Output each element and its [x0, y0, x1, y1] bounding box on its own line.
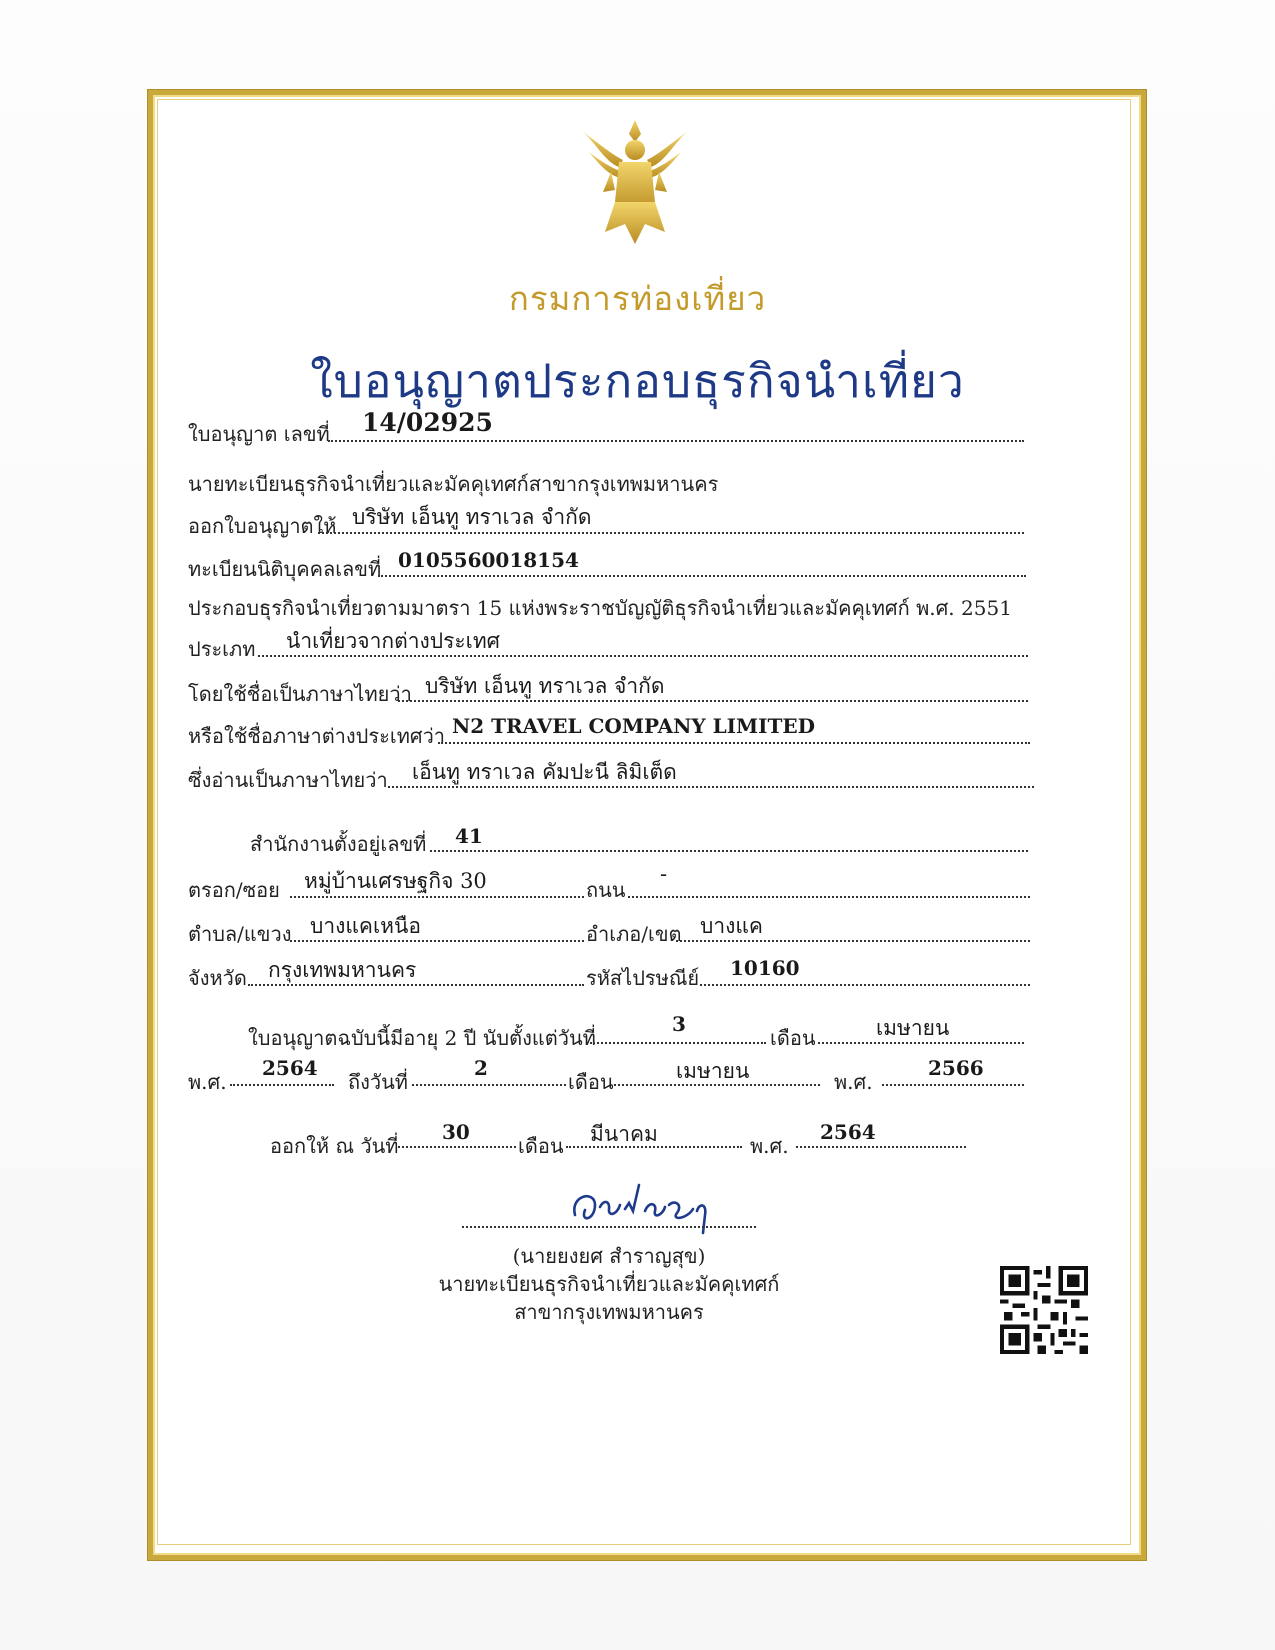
end-year-label: พ.ศ. — [834, 1070, 873, 1094]
subdistrict-label: ตำบล/แขวง — [188, 922, 292, 946]
to-label: ถึงวันที่ — [348, 1070, 408, 1094]
end-day: 2 — [474, 1056, 488, 1080]
dotted-line — [796, 1146, 966, 1148]
signatory-position: นายทะเบียนธุรกิจนำเที่ยวและมัคคุเทศก์ — [438, 1272, 780, 1296]
start-day: 3 — [672, 1012, 686, 1036]
document-title: ใบอนุญาตประกอบธุรกิจนำเที่ยว — [310, 354, 965, 408]
dotted-line — [412, 1084, 566, 1086]
issued-to-value: บริษัท เอ็นทู ทราเวล จำกัด — [352, 505, 592, 529]
province-label: จังหวัด — [188, 966, 247, 990]
start-month-label: เดือน — [770, 1026, 816, 1050]
dotted-line — [378, 575, 1026, 577]
alley-label: ตรอก/ซอย — [188, 878, 280, 902]
subdistrict-value: บางแคเหนือ — [310, 914, 421, 938]
road-value: - — [660, 862, 668, 886]
registrar-line: นายทะเบียนธุรกิจนำเที่ยวและมัคคุเทศก์สาขากรุงเทพมหานคร — [188, 472, 719, 496]
juristic-number: 0105560018154 — [398, 548, 579, 572]
end-month: เมษายน — [676, 1059, 750, 1083]
type-value: นำเที่ยวจากต่างประเทศ — [286, 629, 500, 653]
foreign-name-label: หรือใช้ชื่อภาษาต่างประเทศว่า — [188, 724, 446, 748]
province-value: กรุงเทพมหานคร — [268, 958, 417, 982]
dotted-line — [398, 1146, 516, 1148]
dotted-line — [438, 742, 1030, 744]
road-label: ถนน — [586, 878, 626, 902]
issued-to-label: ออกใบอนุญาตให้ — [188, 514, 337, 538]
validity-intro: ใบอนุญาตฉบับนี้มีอายุ 2 ปี นับตั้งแต่วันที่ — [248, 1026, 596, 1050]
start-year: 2564 — [262, 1056, 318, 1080]
issue-month: มีนาคม — [590, 1122, 658, 1146]
garuda-emblem-icon — [575, 112, 695, 252]
dotted-line — [882, 1084, 1024, 1086]
district-value: บางแค — [700, 914, 763, 938]
signature-line — [462, 1226, 756, 1228]
juristic-number-label: ทะเบียนนิติบุคคลเลขที่ — [188, 557, 382, 581]
signatory-name: (นายยงยศ สำราญสุข) — [512, 1244, 706, 1268]
issue-year: 2564 — [820, 1120, 876, 1144]
issue-day: 30 — [442, 1120, 470, 1144]
start-month: เมษายน — [876, 1016, 950, 1040]
office-no-value: 41 — [455, 824, 483, 848]
start-year-label: พ.ศ. — [188, 1070, 227, 1094]
end-year: 2566 — [928, 1056, 984, 1080]
district-label: อำเภอ/เขต — [586, 922, 682, 946]
reading-value: เอ็นทู ทราเวล คัมปะนี ลิมิเต็ด — [412, 760, 677, 784]
dotted-line — [700, 984, 1030, 986]
issue-month-label: เดือน — [518, 1134, 564, 1158]
foreign-name-value: N2 TRAVEL COMPANY LIMITED — [452, 714, 815, 738]
legal-basis: ประกอบธุรกิจนำเที่ยวตามมาตรา 15 แห่งพระราชบัญญัติธุรกิจนำเที่ยวและมัคคุเทศก์ พ.ศ. 2551 — [188, 596, 1012, 620]
dotted-line — [328, 440, 1024, 442]
organization-name: กรมการท่องเที่ยว — [508, 279, 767, 318]
dotted-line — [230, 1084, 334, 1086]
type-label: ประเภท — [188, 637, 256, 661]
thai-name-value: บริษัท เอ็นทู ทราเวล จำกัด — [425, 674, 665, 698]
postcode-value: 10160 — [730, 956, 800, 980]
thai-name-label: โดยใช้ชื่อเป็นภาษาไทยว่า — [188, 682, 412, 706]
signatory-branch: สาขากรุงเทพมหานคร — [514, 1300, 704, 1324]
reading-label: ซึ่งอ่านเป็นภาษาไทยว่า — [188, 768, 388, 792]
dotted-line — [430, 850, 1028, 852]
dotted-line — [590, 1042, 766, 1044]
license-number-label: ใบอนุญาต เลขที่ — [188, 422, 330, 446]
alley-value: หมู่บ้านเศรษฐกิจ 30 — [304, 869, 487, 893]
qr-code-icon — [1000, 1266, 1088, 1354]
end-month-label: เดือน — [568, 1070, 614, 1094]
dotted-line — [628, 896, 1030, 898]
license-number: 14/02925 — [362, 408, 493, 437]
issue-year-label: พ.ศ. — [750, 1134, 789, 1158]
postcode-label: รหัสไปรษณีย์ — [586, 966, 700, 990]
issue-label: ออกให้ ณ วันที่ — [270, 1134, 399, 1158]
office-no-label: สำนักงานตั้งอยู่เลขที่ — [250, 832, 427, 856]
